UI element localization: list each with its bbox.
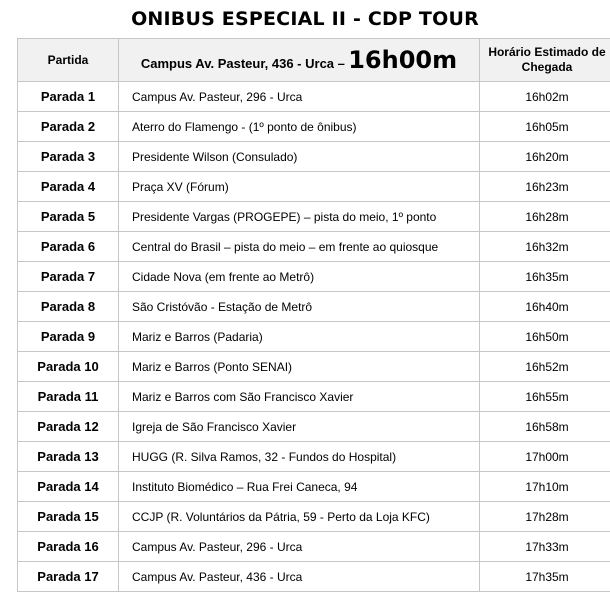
stop-location: São Cristóvão - Estação de Metrô bbox=[119, 292, 480, 322]
arrival-time: 16h02m bbox=[480, 82, 610, 112]
table-row bbox=[18, 322, 610, 352]
table-row bbox=[18, 382, 610, 412]
table-row bbox=[18, 412, 610, 442]
schedule-table bbox=[17, 38, 610, 592]
stop-location: Mariz e Barros (Ponto SENAI) bbox=[119, 352, 480, 382]
arrival-time: 16h52m bbox=[480, 352, 610, 382]
stop-name: Parada 15 bbox=[18, 502, 119, 532]
stop-name: Parada 2 bbox=[18, 112, 119, 142]
stop-name: Parada 9 bbox=[18, 322, 119, 352]
header-row bbox=[18, 39, 610, 82]
stop-location: Presidente Wilson (Consulado) bbox=[119, 142, 480, 172]
table-row bbox=[18, 292, 610, 322]
arrival-time: 16h32m bbox=[480, 232, 610, 262]
header-arrival-time: Horário Estimado de Chegada bbox=[480, 39, 610, 82]
arrival-time: 16h28m bbox=[480, 202, 610, 232]
table-row bbox=[18, 502, 610, 532]
stop-location: Praça XV (Fórum) bbox=[119, 172, 480, 202]
stop-location: HUGG (R. Silva Ramos, 32 - Fundos do Hospital) bbox=[119, 442, 480, 472]
table-row bbox=[18, 142, 610, 172]
stop-location: Mariz e Barros (Padaria) bbox=[119, 322, 480, 352]
stop-location: Campus Av. Pasteur, 436 - Urca bbox=[119, 562, 480, 592]
arrival-time: 16h55m bbox=[480, 382, 610, 412]
stop-name: Parada 17 bbox=[18, 562, 119, 592]
arrival-time: 16h40m bbox=[480, 292, 610, 322]
arrival-time: 16h35m bbox=[480, 262, 610, 292]
arrival-time: 16h23m bbox=[480, 172, 610, 202]
arrival-time: 17h00m bbox=[480, 442, 610, 472]
stop-name: Parada 3 bbox=[18, 142, 119, 172]
table-row bbox=[18, 82, 610, 112]
arrival-time: 16h20m bbox=[480, 142, 610, 172]
arrival-time: 16h50m bbox=[480, 322, 610, 352]
arrival-time: 16h05m bbox=[480, 112, 610, 142]
stop-location: Campus Av. Pasteur, 296 - Urca bbox=[119, 82, 480, 112]
stop-name: Parada 12 bbox=[18, 412, 119, 442]
stop-name: Parada 8 bbox=[18, 292, 119, 322]
stop-name: Parada 10 bbox=[18, 352, 119, 382]
stop-location: Aterro do Flamengo - (1º ponto de ônibus) bbox=[119, 112, 480, 142]
stop-location: Central do Brasil – pista do meio – em frente ao quiosque bbox=[119, 232, 480, 262]
header-departure-time: 16h00m bbox=[348, 46, 458, 74]
table-row bbox=[18, 112, 610, 142]
schedule-body bbox=[18, 82, 610, 592]
stop-name: Parada 6 bbox=[18, 232, 119, 262]
header-route-text: Campus Av. Pasteur, 436 - Urca – bbox=[140, 56, 345, 71]
arrival-time: 17h33m bbox=[480, 532, 610, 562]
stop-name: Parada 13 bbox=[18, 442, 119, 472]
page-title: ONIBUS ESPECIAL II - CDP TOUR bbox=[131, 8, 479, 30]
table-row bbox=[18, 352, 610, 382]
table-row bbox=[18, 562, 610, 592]
arrival-time: 16h58m bbox=[480, 412, 610, 442]
table-row bbox=[18, 232, 610, 262]
stop-location: Campus Av. Pasteur, 296 - Urca bbox=[119, 532, 480, 562]
stop-location: Mariz e Barros com São Francisco Xavier bbox=[119, 382, 480, 412]
stop-name: Parada 4 bbox=[18, 172, 119, 202]
stop-name: Parada 5 bbox=[18, 202, 119, 232]
stop-name: Parada 11 bbox=[18, 382, 119, 412]
table-row bbox=[18, 172, 610, 202]
header-partida: Partida bbox=[18, 39, 119, 82]
header-route bbox=[119, 39, 480, 82]
table-row bbox=[18, 262, 610, 292]
stop-name: Parada 16 bbox=[18, 532, 119, 562]
table-row bbox=[18, 442, 610, 472]
stop-location: Igreja de São Francisco Xavier bbox=[119, 412, 480, 442]
table-row bbox=[18, 472, 610, 502]
stop-name: Parada 7 bbox=[18, 262, 119, 292]
arrival-time: 17h35m bbox=[480, 562, 610, 592]
stop-location: Cidade Nova (em frente ao Metrô) bbox=[119, 262, 480, 292]
table-row bbox=[18, 532, 610, 562]
stop-location: Instituto Biomédico – Rua Frei Caneca, 94 bbox=[119, 472, 480, 502]
schedule-header bbox=[18, 39, 610, 82]
stop-name: Parada 14 bbox=[18, 472, 119, 502]
stop-location: Presidente Vargas (PROGEPE) – pista do meio, 1º ponto bbox=[119, 202, 480, 232]
arrival-time: 17h28m bbox=[480, 502, 610, 532]
arrival-time: 17h10m bbox=[480, 472, 610, 502]
stop-location: CCJP (R. Voluntários da Pátria, 59 - Perto da Loja KFC) bbox=[119, 502, 480, 532]
stop-name: Parada 1 bbox=[18, 82, 119, 112]
table-row bbox=[18, 202, 610, 232]
